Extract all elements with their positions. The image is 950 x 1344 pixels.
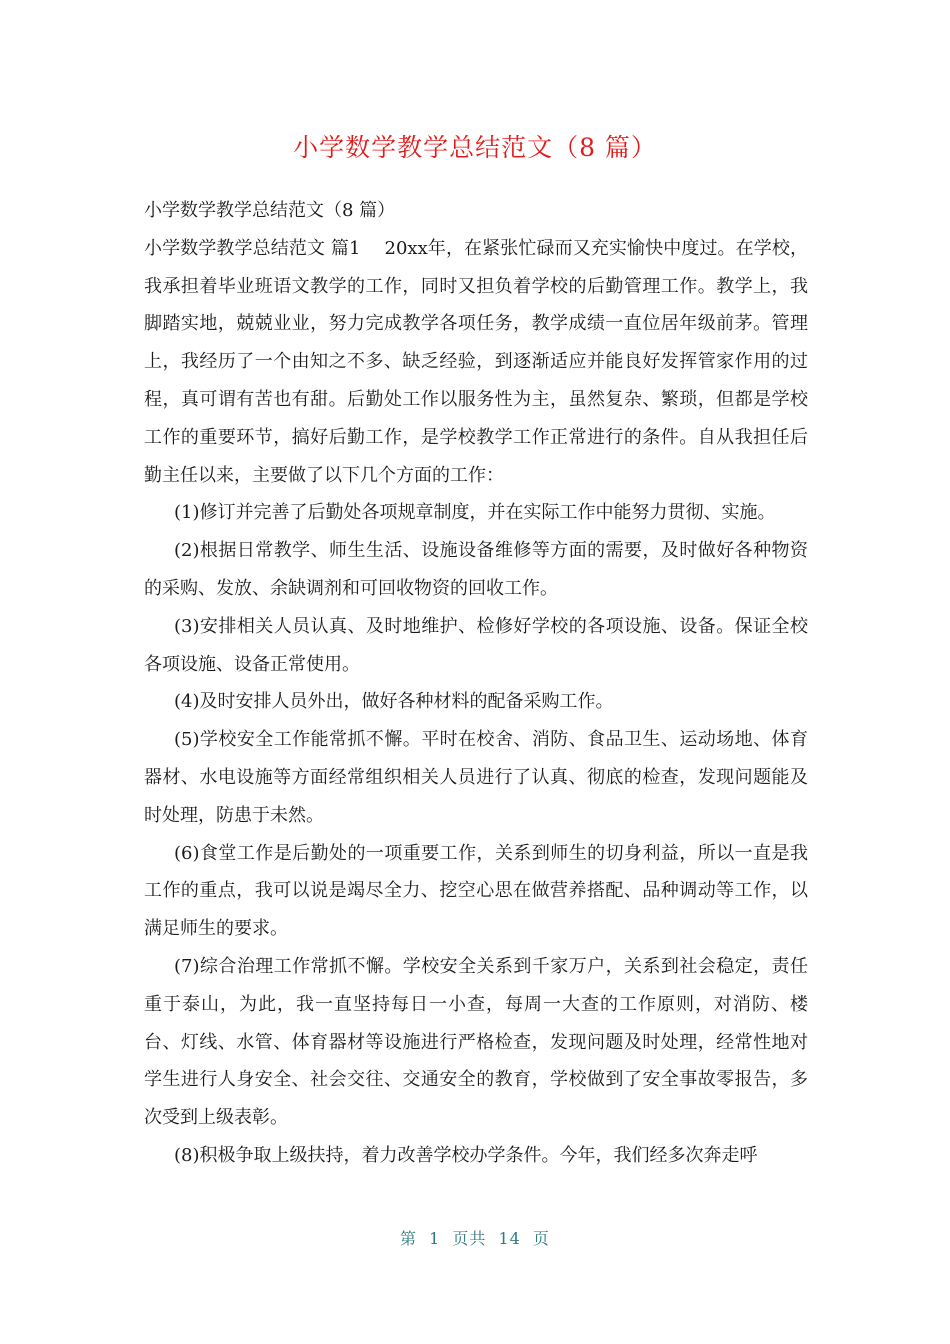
paragraph-item-1: (1)修订并完善了后勤处各项规章制度，并在实际工作中能努力贯彻、实施。: [174, 502, 776, 524]
paragraph-item-5: (5)学校安全工作能常抓不懈。平时在校舍、消防、食品卫生、运动场地、体育器材、水电设施等方面经常组织相关人员进行了认真、彻底的检查，发现问题能及时处理，防患于未然。: [144, 729, 808, 826]
paragraph-intro: 小学数学教学总结范文 篇1 20xx年，在紧张忙碌而又充实愉快中度过。在学校，我承担着毕业班语文教学的工作，同时又担负着学校的后勤管理工作。教学上，我脚踏实地，兢兢业业，努力完成教学各项任务，教学成绩一直位居年级前茅。管理上，我经历了一个由知之不多、缺乏经验，到逐渐适应并能良好发挥管家作用的过程，真可谓有苦也有甜。后勤处工作以服务性为主，虽然复杂、繁琐，但都是学校工作的重要环节，搞好后勤工作，是学校教学工作正常进行的条件。自从我担任后勤主任以来，主要做了以下几个方面的工作：: [144, 237, 808, 486]
subtitle-line: 小学数学教学总结范文（8 篇）: [144, 200, 396, 221]
document-title: 小学数学教学总结范文（8 篇）: [293, 133, 657, 162]
document-body: [144, 192, 808, 1175]
paragraph-item-4: (4)及时安排人员外出，做好各种材料的配备采购工作。: [174, 691, 614, 713]
paragraph-item-3: (3)安排相关人员认真、及时地维护、检修好学校的各项设施、设备。保证全校各项设施、设备正常使用。: [144, 615, 808, 675]
paragraph-item-2: (2)根据日常教学、师生生活、设施设备维修等方面的需要，及时做好各种物资的采购、发放、余缺调剂和可回收物资的回收工作。: [144, 540, 808, 599]
paragraph-item-6: (6)食堂工作是后勤处的一项重要工作，关系到师生的切身利益，所以一直是我工作的重点，我可以说是竭尽全力、挖空心思在做营养搭配、品种调动等工作，以满足师生的要求。: [144, 842, 808, 940]
page-number-footer: 第 1 页共 14 页: [400, 1229, 550, 1248]
paragraph-item-7: (7)综合治理工作常抓不懈。学校安全关系到千家万户，关系到社会稳定，责任重于泰山，为此，我一直坚持每日一小查，每周一大查的工作原则，对消防、楼台、灯线、水管、体育器材等设施进行严格检查，发现问题及时处理，经常性地对学生进行人身安全、社会交往、交通安全的教育，学校做到了安全事故零报告，多次受到上级表彰。: [144, 955, 808, 1129]
paragraph-item-8: (8)积极争取上级扶持，着力改善学校办学条件。今年，我们经多次奔走呼: [174, 1144, 758, 1166]
